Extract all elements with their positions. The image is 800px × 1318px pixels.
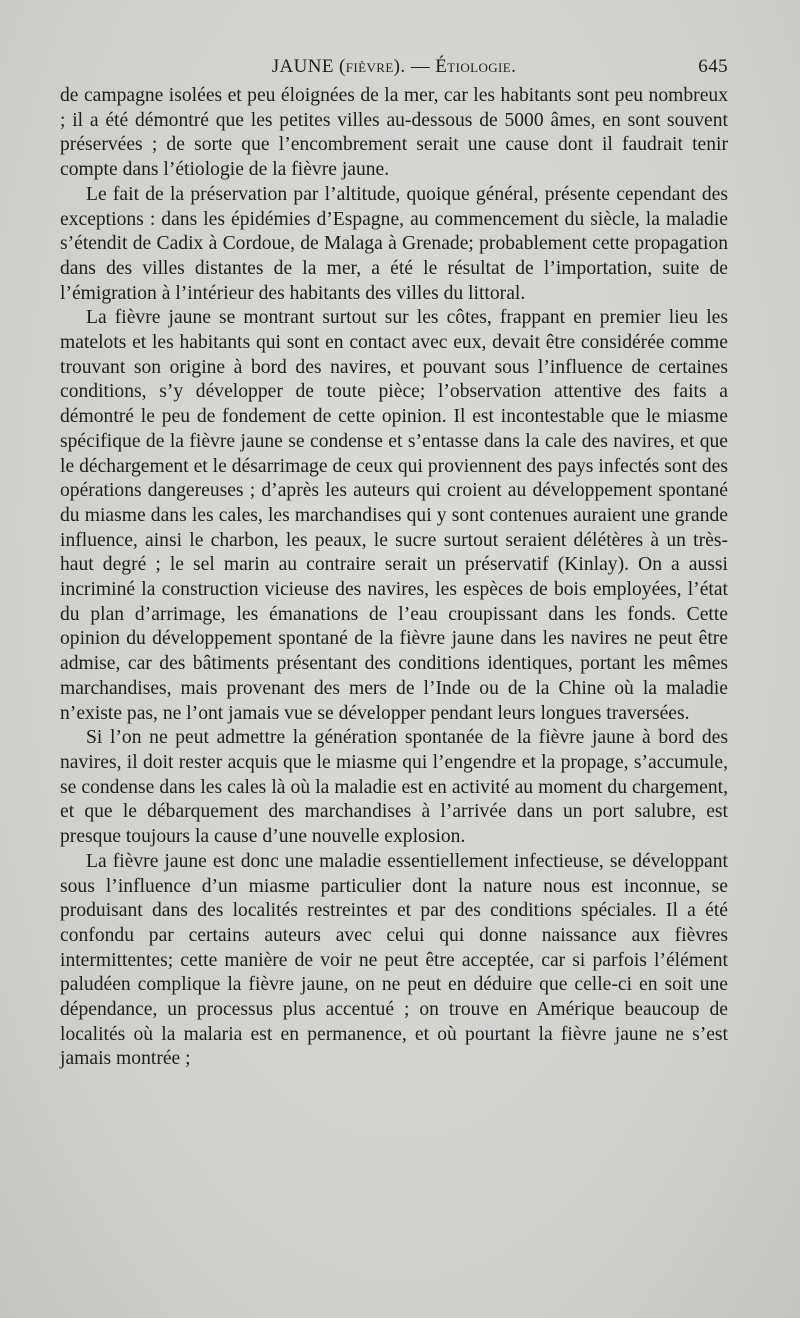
running-title-paren: (fièvre) xyxy=(339,56,401,77)
running-title-sub: Étiologie. xyxy=(435,56,517,77)
running-title-main: JAUNE xyxy=(271,56,334,77)
running-title xyxy=(60,56,728,78)
body-text xyxy=(60,84,728,1072)
paragraph: Le fait de la préservation par l’altitude, quoique général, présente cependant des exceptions : dans les épidémies d’Espagne, au commencement du siècle, la maladie s’étendit de Cadix à Cordoue, de Malaga à Grenade; probablement cette propagation dans des villes distantes de la mer, a été le résultat de l’importation, suite de l’émigration à l’intérieur des habitants des villes du littoral. xyxy=(60,183,728,304)
running-title-separator: . — xyxy=(400,56,436,77)
paragraph: La fièvre jaune est donc une maladie essentiellement infectieuse, se développant sous l’influence d’un miasme particulier dont la nature nous est inconnue, se produisant dans des localités restreintes et par des conditions spéciales. Il a été confondu par certains auteurs avec celui qui donne naissance aux fièvres intermittentes; cette manière de voir ne peut être acceptée, car si parfois l’élément paludéen complique la fièvre jaune, on ne peut en déduire que celle-ci en soit une dépendance, un processus plus accentué ; on trouve en Amérique beaucoup de localités où la malaria est en permanence, et où pourtant la fièvre jaune ne s’est jamais montrée ; xyxy=(60,850,728,1070)
page-number: 645 xyxy=(698,56,728,77)
paragraph: Si l’on ne peut admettre la génération spontanée de la fièvre jaune à bord des navires, il doit rester acquis que le miasme qui l’engendre et la propage, s’accumule, se condense dans les cales là où la maladie est en activité au moment du chargement, et que le débarquement des marchandises à l’arrivée dans un port salubre, est presque toujours la cause d’une nouvelle explosion. xyxy=(60,727,728,848)
paragraph: La fièvre jaune se montrant surtout sur les côtes, frappant en premier lieu les matelots et les habitants qui sont en contact avec eux, devait être considérée comme trouvant son origine à bord des navires, et pouvant sous l’influence de certaines conditions, s’y développer de toute pièce; l’observation attentive des faits a démontré le peu de fondement de cette opinion. Il est incontestable que le miasme spécifique de la fièvre jaune se condense et s’entasse dans la cale des navires, et que le déchargement et le désarrimage de ceux qui proviennent des pays infectés sont des opérations dangereuses ; d’après les auteurs qui croient au développement spontané du miasme dans les cales, les marchandises qui y sont contenues auraient une grande influence, ainsi le charbon, les peaux, le sucre surtout seraient délétères à un très-haut degré ; le sel marin au contraire serait un préservatif (Kinlay). On a aussi incriminé la construction vicieuse des navires, les espèces de bois employées, l’état du plan d’arrimage, les émanations de l’eau croupissant dans les fonds. Cette opinion du développement spontané de la fièvre jaune dans les navires ne peut être admise, car des bâtiments présentant des conditions identiques, portant les mêmes marchandises, mais provenant des mers de l’Inde ou de la Chine où la maladie n’existe pas, ne l’ont jamais vue se développer pendant leurs longues traversées. xyxy=(60,307,728,724)
book-page xyxy=(60,52,728,1072)
paragraph-continued: de campagne isolées et peu éloignées de la mer, car les habitants sont peu nombreux ; il a été démontré que les petites villes au-dessous de 5000 âmes, en sont souvent préservées ; de sorte que l’encombrement serait une cause dont il faudrait tenir compte dans l’étiologie de la fièvre jaune. xyxy=(60,85,728,181)
running-head xyxy=(60,52,728,84)
